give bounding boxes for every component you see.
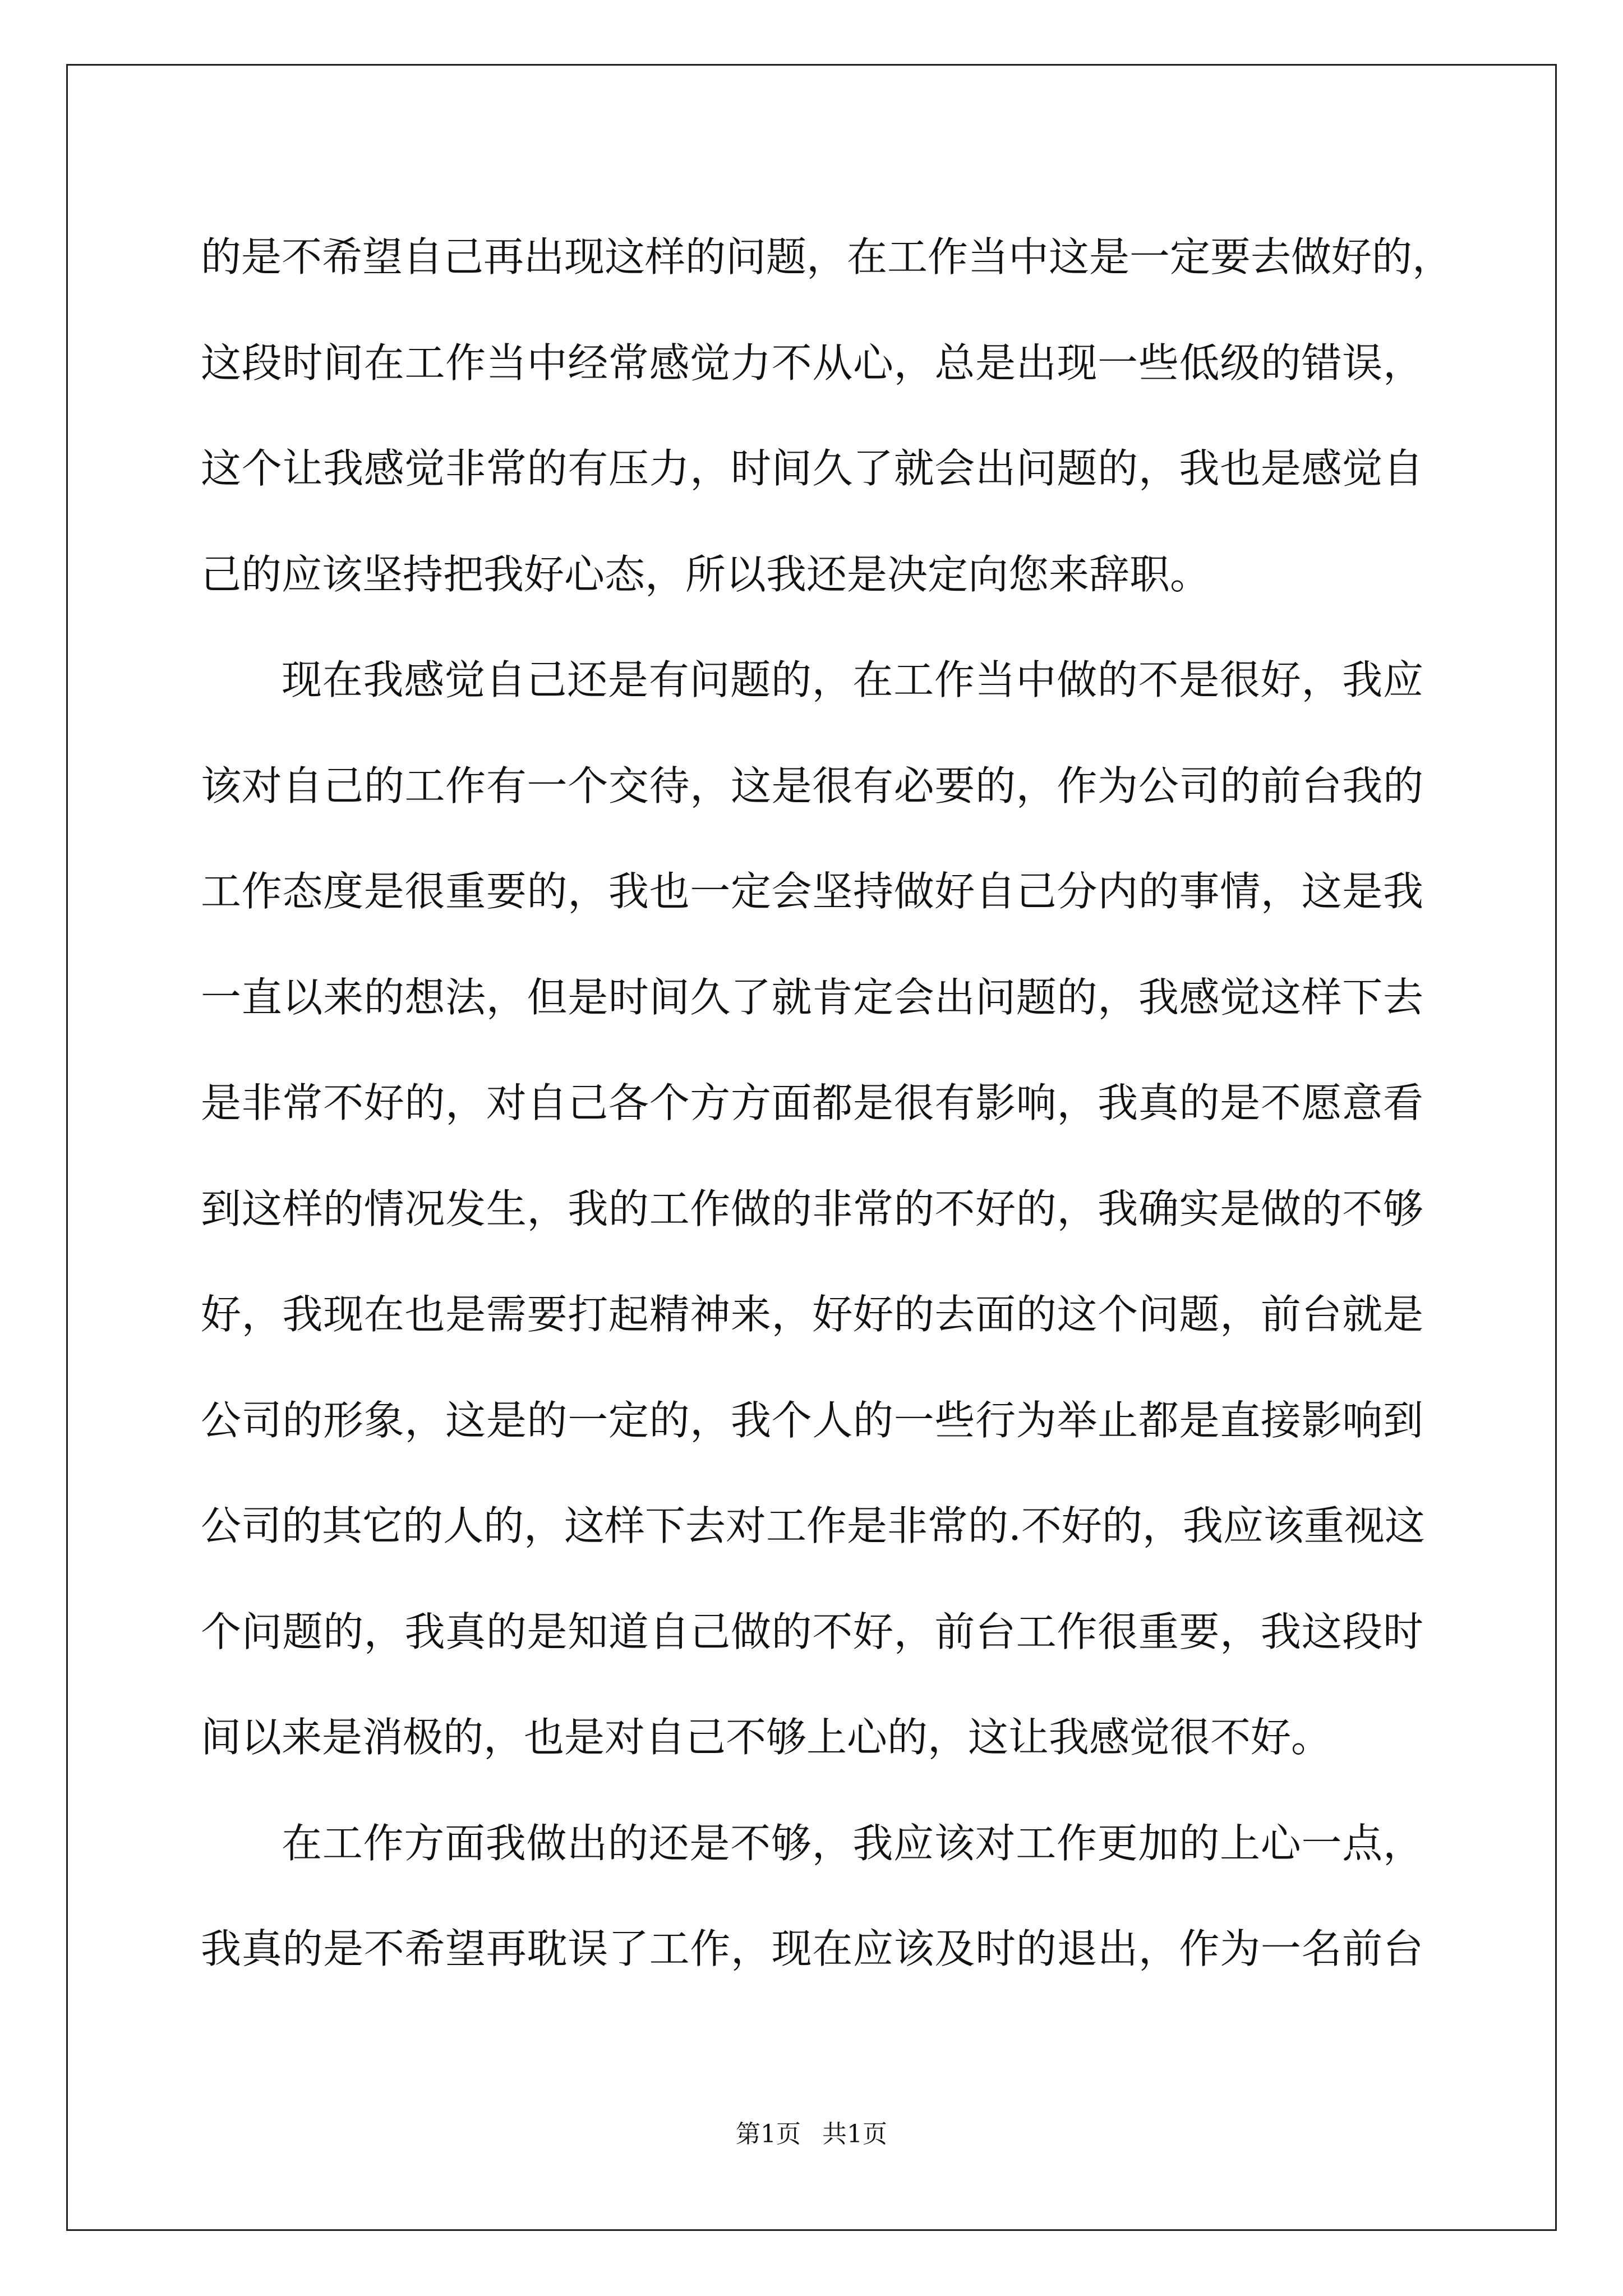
text-line: 这个让我感觉非常的有压力，时间久了就会出问题的，我也是感觉自 [201,445,1423,492]
page-footer [0,2114,1623,2150]
text-line: 己的应该坚持把我好心态，所以我还是决定向您来辞职。 [201,550,1211,598]
text-line: 公司的形象，这是的一定的，我个人的一些行为举止都是直接影响到 [201,1396,1423,1444]
text-line: 这段时间在工作当中经常感觉力不从心，总是出现一些低级的错误， [201,339,1423,386]
page-total: 共1页 [822,2120,887,2148]
page-number: 第1页 [736,2120,801,2148]
text-line: 间以来是消极的，也是对自己不够上心的，这让我感觉很不好。 [201,1714,1332,1761]
text-line: 到这样的情况发生，我的工作做的非常的不好的，我确实是做的不够 [201,1185,1423,1232]
text-line: 公司的其它的人的，这样下去对工作是非常的.不好的，我应该重视这 [201,1502,1425,1549]
text-line: 是非常不好的，对自己各个方方面都是很有影响，我真的是不愿意看 [201,1079,1423,1126]
text-line: 的是不希望自己再出现这样的问题，在工作当中这是一定要去做好的， [201,233,1453,280]
text-line: 个问题的，我真的是知道自己做的不好，前台工作很重要，我这段时 [201,1608,1423,1655]
text-line: 工作态度是很重要的，我也一定会坚持做好自己分内的事情，这是我 [201,868,1423,915]
paragraph-first-line: 在工作方面我做出的还是不够，我应该对工作更加的上心一点， [282,1819,1423,1867]
document-body [201,204,1453,2002]
text-line: 一直以来的想法，但是时间久了就肯定会出问题的，我感觉这样下去 [201,973,1423,1021]
text-line: 好，我现在也是需要打起精神来，好好的去面的这个问题，前台就是 [201,1291,1423,1338]
text-line: 该对自己的工作有一个交待，这是很有必要的，作为公司的前台我的 [201,762,1423,809]
paragraph-first-line: 现在我感觉自己还是有问题的，在工作当中做的不是很好，我应 [282,656,1423,703]
text-line: 我真的是不希望再耽误了工作，现在应该及时的退出，作为一名前台 [201,1925,1423,1972]
